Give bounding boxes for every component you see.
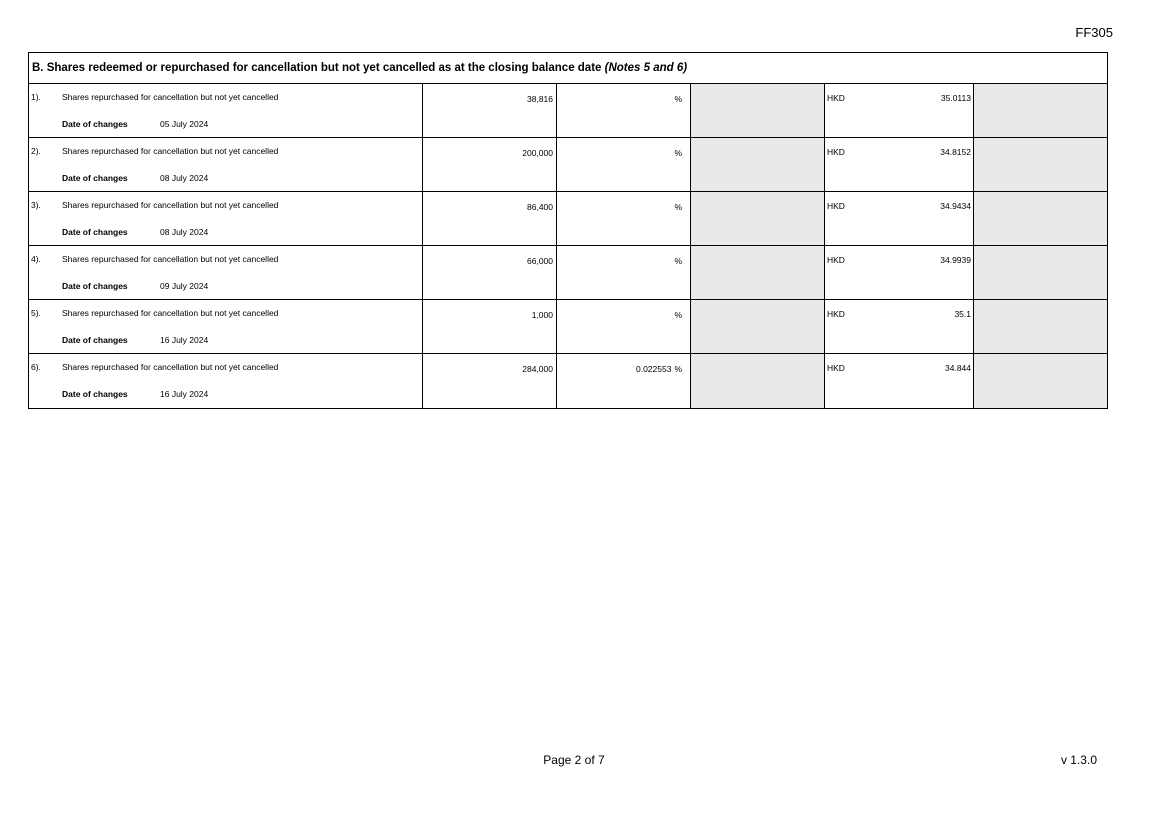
row-description: Shares repurchased for cancellation but not yet cancelled xyxy=(62,254,279,264)
currency-code: HKD xyxy=(827,147,845,157)
shaded-cell xyxy=(974,246,1107,299)
row-index: 5). xyxy=(31,308,41,318)
shaded-cell xyxy=(974,138,1107,191)
row-index: 6). xyxy=(31,362,41,372)
percent-wrap xyxy=(671,310,682,320)
shaded-cell xyxy=(691,138,825,191)
currency-code: HKD xyxy=(827,201,845,211)
shares-value: 200,000 xyxy=(522,148,553,158)
row-index: 1). xyxy=(31,92,41,102)
date-of-changes-value: 08 July 2024 xyxy=(160,173,209,183)
percent-sign: % xyxy=(674,202,682,212)
percent-cell xyxy=(557,84,691,137)
percent-sign: % xyxy=(674,256,682,266)
row-description: Shares repurchased for cancellation but not yet cancelled xyxy=(62,200,279,210)
percent-cell xyxy=(557,192,691,245)
price-cell xyxy=(825,300,974,353)
price-cell xyxy=(825,354,974,408)
description-cell xyxy=(29,246,423,299)
price-value: 34.8152 xyxy=(940,147,971,157)
shares-value: 86,400 xyxy=(527,202,553,212)
shares-cell xyxy=(423,300,557,353)
section-notes: (Notes 5 and 6) xyxy=(604,62,688,74)
table-row xyxy=(29,138,1107,192)
page-number: Page 2 of 7 xyxy=(543,753,605,767)
shaded-cell xyxy=(691,354,825,408)
shaded-cell xyxy=(974,84,1107,137)
row-description: Shares repurchased for cancellation but not yet cancelled xyxy=(62,146,279,156)
shares-cell xyxy=(423,192,557,245)
currency-code: HKD xyxy=(827,309,845,319)
description-cell xyxy=(29,84,423,137)
percent-cell xyxy=(557,300,691,353)
percent-sign: % xyxy=(674,94,682,104)
shaded-cell xyxy=(974,354,1107,408)
description-cell xyxy=(29,138,423,191)
description-cell xyxy=(29,300,423,353)
price-value: 34.9939 xyxy=(940,255,971,265)
row-description: Shares repurchased for cancellation but not yet cancelled xyxy=(62,308,279,318)
percent-cell xyxy=(557,354,691,408)
percent-sign: % xyxy=(674,148,682,158)
table-row xyxy=(29,354,1107,408)
date-of-changes-label: Date of changes xyxy=(62,119,128,129)
table-row xyxy=(29,192,1107,246)
price-value: 34.844 xyxy=(945,363,971,373)
percent-wrap xyxy=(671,202,682,212)
shaded-cell xyxy=(691,246,825,299)
date-of-changes-label: Date of changes xyxy=(62,173,128,183)
date-of-changes-label: Date of changes xyxy=(62,227,128,237)
section-title xyxy=(29,53,1107,84)
shares-cell xyxy=(423,246,557,299)
price-cell xyxy=(825,138,974,191)
row-description: Shares repurchased for cancellation but not yet cancelled xyxy=(62,362,279,372)
table-row xyxy=(29,84,1107,138)
date-of-changes-value: 08 July 2024 xyxy=(160,227,209,237)
shaded-cell xyxy=(691,84,825,137)
shaded-cell xyxy=(691,300,825,353)
price-value: 35.1 xyxy=(954,309,971,319)
price-cell xyxy=(825,246,974,299)
section-title-text: B. Shares redeemed or repurchased for cancellation but not yet cancelled as at the closing balance date xyxy=(32,62,602,74)
row-index: 2). xyxy=(31,146,41,156)
shares-value: 38,816 xyxy=(527,94,553,104)
row-index: 4). xyxy=(31,254,41,264)
currency-code: HKD xyxy=(827,93,845,103)
shares-cell xyxy=(423,138,557,191)
shares-value: 66,000 xyxy=(527,256,553,266)
date-of-changes-value: 09 July 2024 xyxy=(160,281,209,291)
date-of-changes-value: 16 July 2024 xyxy=(160,389,209,399)
percent-cell xyxy=(557,138,691,191)
description-cell xyxy=(29,192,423,245)
price-value: 35.0113 xyxy=(940,93,971,103)
percent-sign: % xyxy=(674,310,682,320)
date-of-changes-label: Date of changes xyxy=(62,335,128,345)
version-label: v 1.3.0 xyxy=(1060,753,1097,767)
date-of-changes-label: Date of changes xyxy=(62,389,128,399)
currency-code: HKD xyxy=(827,255,845,265)
price-value: 34.9434 xyxy=(940,201,971,211)
row-index: 3). xyxy=(31,200,41,210)
date-of-changes-value: 05 July 2024 xyxy=(160,119,209,129)
shares-value: 1,000 xyxy=(531,310,553,320)
currency-code: HKD xyxy=(827,363,845,373)
date-of-changes-value: 16 July 2024 xyxy=(160,335,209,345)
shares-value: 284,000 xyxy=(522,364,553,374)
table-row xyxy=(29,300,1107,354)
table-row xyxy=(29,246,1107,300)
price-cell xyxy=(825,192,974,245)
percent-cell xyxy=(557,246,691,299)
form-code: FF305 xyxy=(1075,25,1113,40)
shares-cell xyxy=(423,354,557,408)
description-cell xyxy=(29,354,423,408)
shaded-cell xyxy=(974,192,1107,245)
percent-sign: % xyxy=(674,364,682,374)
shaded-cell xyxy=(691,192,825,245)
percent-wrap xyxy=(671,148,682,158)
percent-value: 0.022553 xyxy=(635,364,672,374)
shaded-cell xyxy=(974,300,1107,353)
percent-wrap xyxy=(636,364,682,374)
price-cell xyxy=(825,84,974,137)
shares-repurchased-section xyxy=(28,52,1108,409)
shares-cell xyxy=(423,84,557,137)
repurchase-rows xyxy=(29,84,1107,408)
percent-wrap xyxy=(671,256,682,266)
date-of-changes-label: Date of changes xyxy=(62,281,128,291)
row-description: Shares repurchased for cancellation but not yet cancelled xyxy=(62,92,279,102)
percent-wrap xyxy=(671,94,682,104)
